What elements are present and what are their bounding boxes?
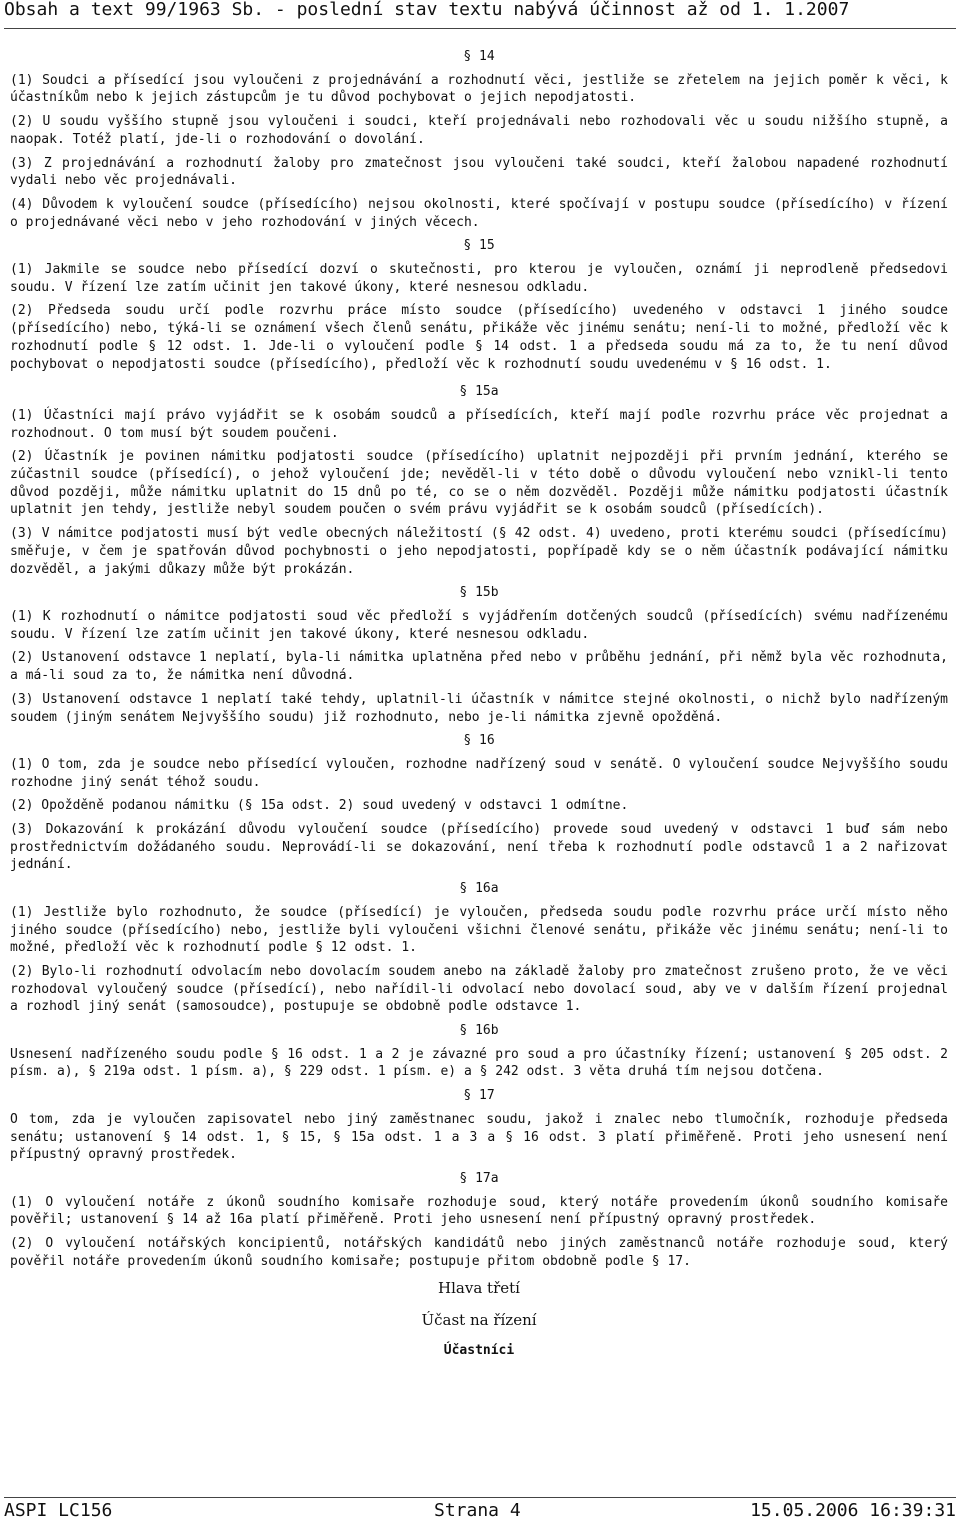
section-heading: § 15b <box>459 585 499 601</box>
section-16 <box>10 732 948 874</box>
paragraph: (1) Soudci a přísedící jsou vyloučeni z projednávání a rozhodnutí věci, jestliže se zřetelem na jejich poměr k věci, k účastníkům nebo k jejich zástupcům je tu důvod pochybovat o jejich nepodjatosti. <box>10 72 948 106</box>
section-15a <box>10 383 948 578</box>
footer-divider <box>4 1497 956 1498</box>
section-heading: § 16b <box>459 1023 499 1039</box>
section-15 <box>10 237 948 373</box>
paragraph: (1) O tom, zda je soudce nebo přísedící vyloučen, rozhodne nadřízený soud v senátě. O vyloučení soudce Nejvyššího soudu rozhodne jiný senát téhož soudu. <box>10 756 948 790</box>
section-16a <box>10 880 948 1016</box>
paragraph: (2) O vyloučení notářských koncipientů, notářských kandidátů nebo jiných zaměstnanců notáře rozhoduje soud, který pověřil notáře provedením úkonů soudního komisaře; postupuje přitom obdobně podle § 17. <box>10 1236 948 1269</box>
paragraph: (1) O vyloučení notáře z úkonů soudního komisaře rozhoduje soud, který notáře provedením úkonů soudního komisaře pověřil; ustanovení § 14 až 16a platí přiměřeně. Proti jeho usnesení není přípustný opravný prostředek. <box>10 1194 948 1228</box>
section-heading: § 17 <box>463 1088 495 1104</box>
paragraph: (1) Jakmile se soudce nebo přísedící dozví o skutečnosti, pro kterou je vyloučen, oznámí ji neprodleně předsedovi soudu. V řízení lze zatím učinit jen takové úkony, které nesnesou odkladu. <box>10 262 948 295</box>
paragraph: (1) K rozhodnutí o námitce podjatosti soud věc předloží s vyjádřením dotčených soudců (přísedících) svému nadřízenému soudu. V řízení lze zatím učinit jen takové úkony, které nesnesou odkladu. <box>10 608 948 642</box>
paragraph: (2) Ustanovení odstavce 1 neplatí, byla-li námitka uplatněna před nebo v průběhu jednání, při němž byla věc rozhodnuta, a má-li soud za to, že námitka není důvodná. <box>10 650 948 684</box>
paragraph: (4) Důvodem k vyloučení soudce (přísedícího) nejsou okolnosti, které spočívají v postupu soudce (přísedícího) v řízení o projednávané věci nebo v jeho rozhodování v jiných věcech. <box>10 196 948 230</box>
document-header <box>4 0 956 26</box>
document-body <box>10 48 948 1359</box>
paragraph: (1) Jestliže bylo rozhodnuto, že soudce (přísedící) je vyloučen, předseda soudu podle rozvrhu práce určí místo něho jiného soudce (přísedícího) nebo, jestliže byli vyloučeni všichni členové senátu, přikáže věc jinému senátu; není-li to možné, předloží věc k rozhodnutí podle § 12 odst. 1. <box>10 904 948 956</box>
paragraph: (3) Dokazování k prokázání důvodu vyloučení soudce (přísedícího) provede soud uvedený v odstavci 1 buď sám nebo prostřednictvím dožádaného soudu. Neprovádí-li se dokazování, není třeba k rozhodnutí podle odstavců 1 a 2 nařizovat jednání. <box>10 822 948 873</box>
paragraph: (3) Z projednávání a rozhodnutí žaloby pro zmatečnost jsou vyloučeni také soudci, kteří žalobou napadené rozhodnutí vydali nebo věc projednávali. <box>10 155 948 189</box>
part-subtitle: Účast na řízení <box>421 1311 537 1330</box>
header-divider <box>4 28 956 29</box>
section-14 <box>10 48 948 231</box>
section-heading: § 16a <box>459 881 499 897</box>
paragraph: (2) Účastník je povinen námitku podjatosti soudce (přísedícího) uplatnit nejpozději při prvním jednání, kterého se zúčastnil soudce (přísedící), o jehož vyloučení jde; nevěděl-li v této době o důvodu vyloučení nebo vznikl-li tento důvod později, může námitku uplatnit do 15 dnů po té, co se o něm dozvěděl. Později může námitku podjatosti účastník uplatnit jen tehdy, jestliže nebyl soudem poučen o svém právu vyjádřit se k osobám soudců (přísedících). <box>10 449 948 518</box>
footer-page-number: Strana 4 <box>434 1500 521 1521</box>
paragraph: (1) Účastníci mají právo vyjádřit se k osobám soudců a přísedících, kteří mají podle rozvrhu práce věc projednat a rozhodnout. O tom musí být soudem poučeni. <box>10 407 948 441</box>
section-15b <box>10 584 948 726</box>
footer-timestamp: 15.05.2006 16:39:31 <box>750 1500 956 1521</box>
section-heading: § 15 <box>463 238 495 254</box>
paragraph: (3) V námitce podjatosti musí být vedle obecných náležitostí (§ 42 odst. 4) uvedeno, proti kterému soudci (přísedícímu) směřuje, v čem je spatřován důvod pochybnosti o jeho nepodjatosti, popřípadě kdy se o něm účastník podávající námitku dozvěděl, a jakými důkazy může být prokázán. <box>10 526 948 577</box>
document-footer <box>4 1501 956 1521</box>
paragraph: (2) U soudu vyššího stupně jsou vyloučeni i soudci, kteří projednávali nebo rozhodovali věc u soudu nižšího stupně, a naopak. Totéž platí, jde-li o rozhodování o dovolání. <box>10 114 948 147</box>
section-17a <box>10 1170 948 1271</box>
part-chapter-title: Účastníci <box>443 1343 515 1359</box>
paragraph: (2) Bylo-li rozhodnutí odvolacím nebo dovolacím soudem anebo na základě žaloby pro zmatečnost zrušeno proto, že ve věci rozhodoval vyloučený soudce (přísedící), nebo nařídil-li odvolací nebo dovolací soud, aby ve v dalším řízení projednal a rozhodl jiný senát (samosoudce), postupuje se obdobně podle odstavce 1. <box>10 963 948 1015</box>
section-heading: § 15a <box>459 384 499 400</box>
paragraph: Usnesení nadřízeného soudu podle § 16 odst. 1 a 2 je závazné pro soud a pro účastníky řízení; ustanovení § 205 odst. 2 písm. a), § 219a odst. 1 písm. a), § 229 odst. 1 písm. e) a § 242 odst. 3 věta druhá tím nejsou dotčena. <box>10 1046 948 1080</box>
section-16b <box>10 1022 948 1081</box>
paragraph: (3) Ustanovení odstavce 1 neplatí také tehdy, uplatnil-li účastník v námitce stejné okolnosti, o nichž bylo nadřízeným soudem (jiným senátem Nejvyššího soudu) již rozhodnuto, nebo je-li námitka zjevně opožděná. <box>10 691 948 725</box>
paragraph: (2) Opožděně podanou námitku (§ 15a odst. 2) soud uvedený v odstavci 1 odmítne. <box>10 798 629 814</box>
paragraph: O tom, zda je vyloučen zapisovatel nebo jiný zaměstnanec soudu, jakož i znalec nebo tlumočník, rozhoduje předseda senátu; ustanovení § 14 odst. 1, § 15, § 15a odst. 1 a 3 a § 16 odst. 3 platí přiměřeně. Proti jeho usnesení není přípustný opravný prostředek. <box>10 1111 948 1163</box>
footer-source: ASPI LC156 <box>4 1500 113 1521</box>
section-heading: § 16 <box>463 733 495 749</box>
header-title: Obsah a text 99/1963 Sb. - poslední stav textu nabývá účinnost až od 1. 1.2007 <box>4 0 850 20</box>
paragraph: (2) Předseda soudu určí podle rozvrhu práce místo soudce (přísedícího) uvedeného v odstavci 1 jiného soudce (přísedícího) nebo, týká-li se oznámení všech členů senátu, přikáže věc jinému senátu; není-li to možné, předloží věc k rozhodnutí podle § 12 odst. 1. Jde-li o vyloučení podle § 14 odst. 1 a předseda soudu má za to, že tu není důvod pochybovat o nepodjatosti soudce (přísedícího), předloží věc k rozhodnutí soudu uvedenému v § 16 odst. 1. <box>10 303 948 372</box>
section-heading: § 17a <box>459 1170 499 1186</box>
section-17 <box>10 1087 948 1164</box>
part-title: Hlava třetí <box>438 1279 520 1298</box>
section-heading: § 14 <box>463 49 495 64</box>
